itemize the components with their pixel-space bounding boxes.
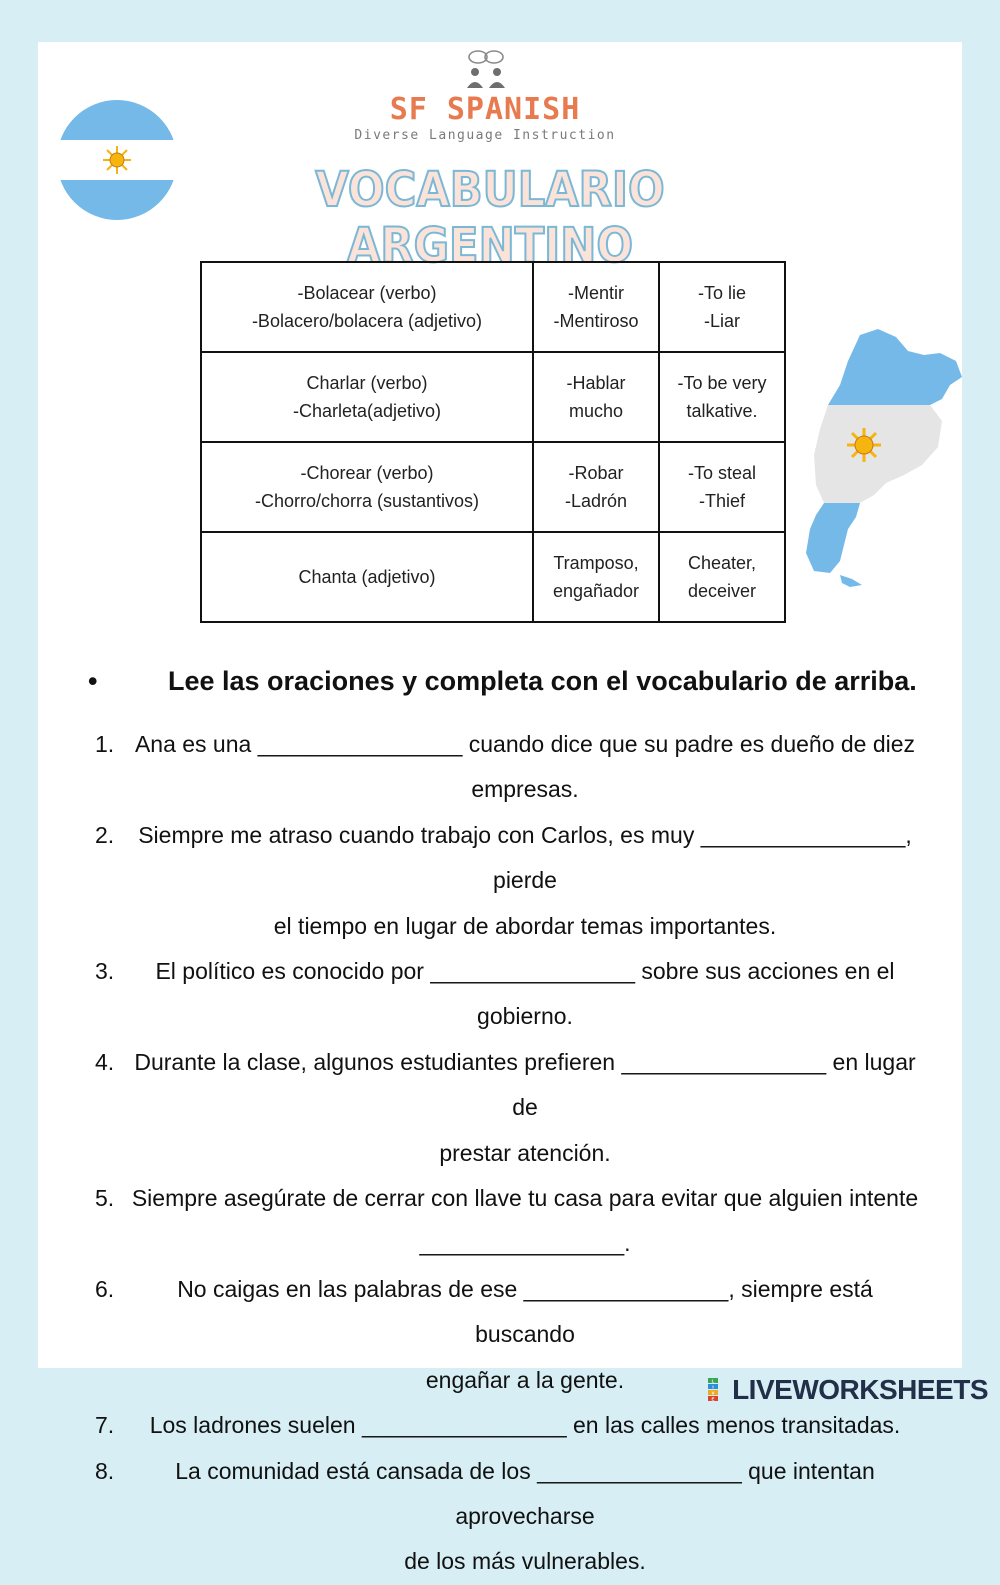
bullet-icon: • xyxy=(88,666,98,696)
question-text: de los más vulnerables. xyxy=(404,1548,646,1575)
question-number: 7. xyxy=(95,1412,115,1439)
argentine-term-cell: -Bolacear (verbo) -Bolacero/bolacera (adjetivo) xyxy=(201,262,533,352)
list-item xyxy=(95,1403,925,1448)
table-row xyxy=(201,442,785,532)
table-row xyxy=(201,262,785,352)
list-item xyxy=(95,722,925,813)
logo-letter: E xyxy=(711,1396,715,1402)
liveworksheets-wordmark: LIVEWORKSHEETS xyxy=(732,1374,988,1405)
list-item xyxy=(95,1176,925,1267)
question-number: 8. xyxy=(95,1457,115,1484)
vocabulary-table xyxy=(200,261,786,623)
table-row xyxy=(201,532,785,622)
question-text: prestar atención. xyxy=(439,1139,611,1166)
question-text: Siempre asegúrate de cerrar con llave tu casa para evitar que alguien intente xyxy=(131,1185,919,1212)
english-meaning-cell: -To steal -Thief xyxy=(659,442,785,532)
spanish-meaning-cell: -Hablar mucho xyxy=(533,352,659,442)
argentina-flag-icon xyxy=(57,100,177,220)
question-number: 1. xyxy=(95,731,115,757)
questions-list xyxy=(95,722,925,1585)
question-text: empresas. xyxy=(471,776,579,803)
logo-letter: L xyxy=(711,1378,715,1384)
question-text: Los ladrones suelen ________________ en las calles menos transitadas. xyxy=(149,1412,901,1439)
brand-name: SF SPANISH xyxy=(389,92,581,127)
question-text: No caigas en las palabras de ese ________________, siempre está buscando xyxy=(177,1275,873,1348)
spanish-meaning-cell: Tramposo, engañador xyxy=(533,532,659,622)
question-text: Siempre me atraso cuando trabajo con Carlos, es muy ________________, pierde xyxy=(138,821,912,894)
question-number: 6. xyxy=(95,1275,115,1302)
page-title: VOCABULARIO ARGENTINO xyxy=(315,162,665,274)
english-meaning-cell: -To be very talkative. xyxy=(659,352,785,442)
question-text: el tiempo en lugar de abordar temas importantes. xyxy=(273,912,777,939)
english-meaning-cell: Cheater, deceiver xyxy=(659,532,785,622)
question-number: 5. xyxy=(95,1185,115,1212)
question-text: Durante la clase, algunos estudiantes prefieren ________________ en lugar de xyxy=(134,1048,916,1121)
english-meaning-cell: -To lie -Liar xyxy=(659,262,785,352)
argentine-term-cell: -Chorear (verbo) -Chorro/chorra (sustantivos) xyxy=(201,442,533,532)
argentine-term-cell: Charlar (verbo) -Charleta(adjetivo) xyxy=(201,352,533,442)
liveworksheets-footer[interactable] xyxy=(708,1374,988,1406)
question-text: El político es conocido por ________________ sobre sus acciones en el gobierno. xyxy=(155,958,895,1030)
brand-tagline: Diverse Language Instruction xyxy=(354,128,616,143)
question-text: Ana es una ________________ cuando dice que su padre es dueño de diez xyxy=(134,731,916,757)
logo-chat-people-icon xyxy=(458,48,514,90)
list-item xyxy=(95,1040,925,1176)
logo-letter: I xyxy=(712,1384,714,1390)
logo-letter: V xyxy=(711,1390,715,1396)
liveworksheets-logo-icon xyxy=(708,1378,730,1402)
table-row xyxy=(201,352,785,442)
question-number: 3. xyxy=(95,958,115,985)
spanish-meaning-cell: -Mentir -Mentiroso xyxy=(533,262,659,352)
argentine-term-cell: Chanta (adjetivo) xyxy=(201,532,533,622)
list-item xyxy=(95,813,925,949)
question-text: La comunidad está cansada de los ________________ que intentan aprovecharse xyxy=(175,1457,875,1529)
question-number: 2. xyxy=(95,821,115,848)
spanish-meaning-cell: -Robar -Ladrón xyxy=(533,442,659,532)
argentina-map-icon xyxy=(800,325,965,587)
list-item xyxy=(95,1449,925,1585)
list-item xyxy=(95,949,925,1040)
question-text: engañar a la gente. xyxy=(425,1366,625,1393)
question-number: 4. xyxy=(95,1048,115,1075)
question-text: ________________. xyxy=(419,1230,631,1257)
instruction-text: Lee las oraciones y completa con el vocabulario de arriba. xyxy=(168,666,917,696)
